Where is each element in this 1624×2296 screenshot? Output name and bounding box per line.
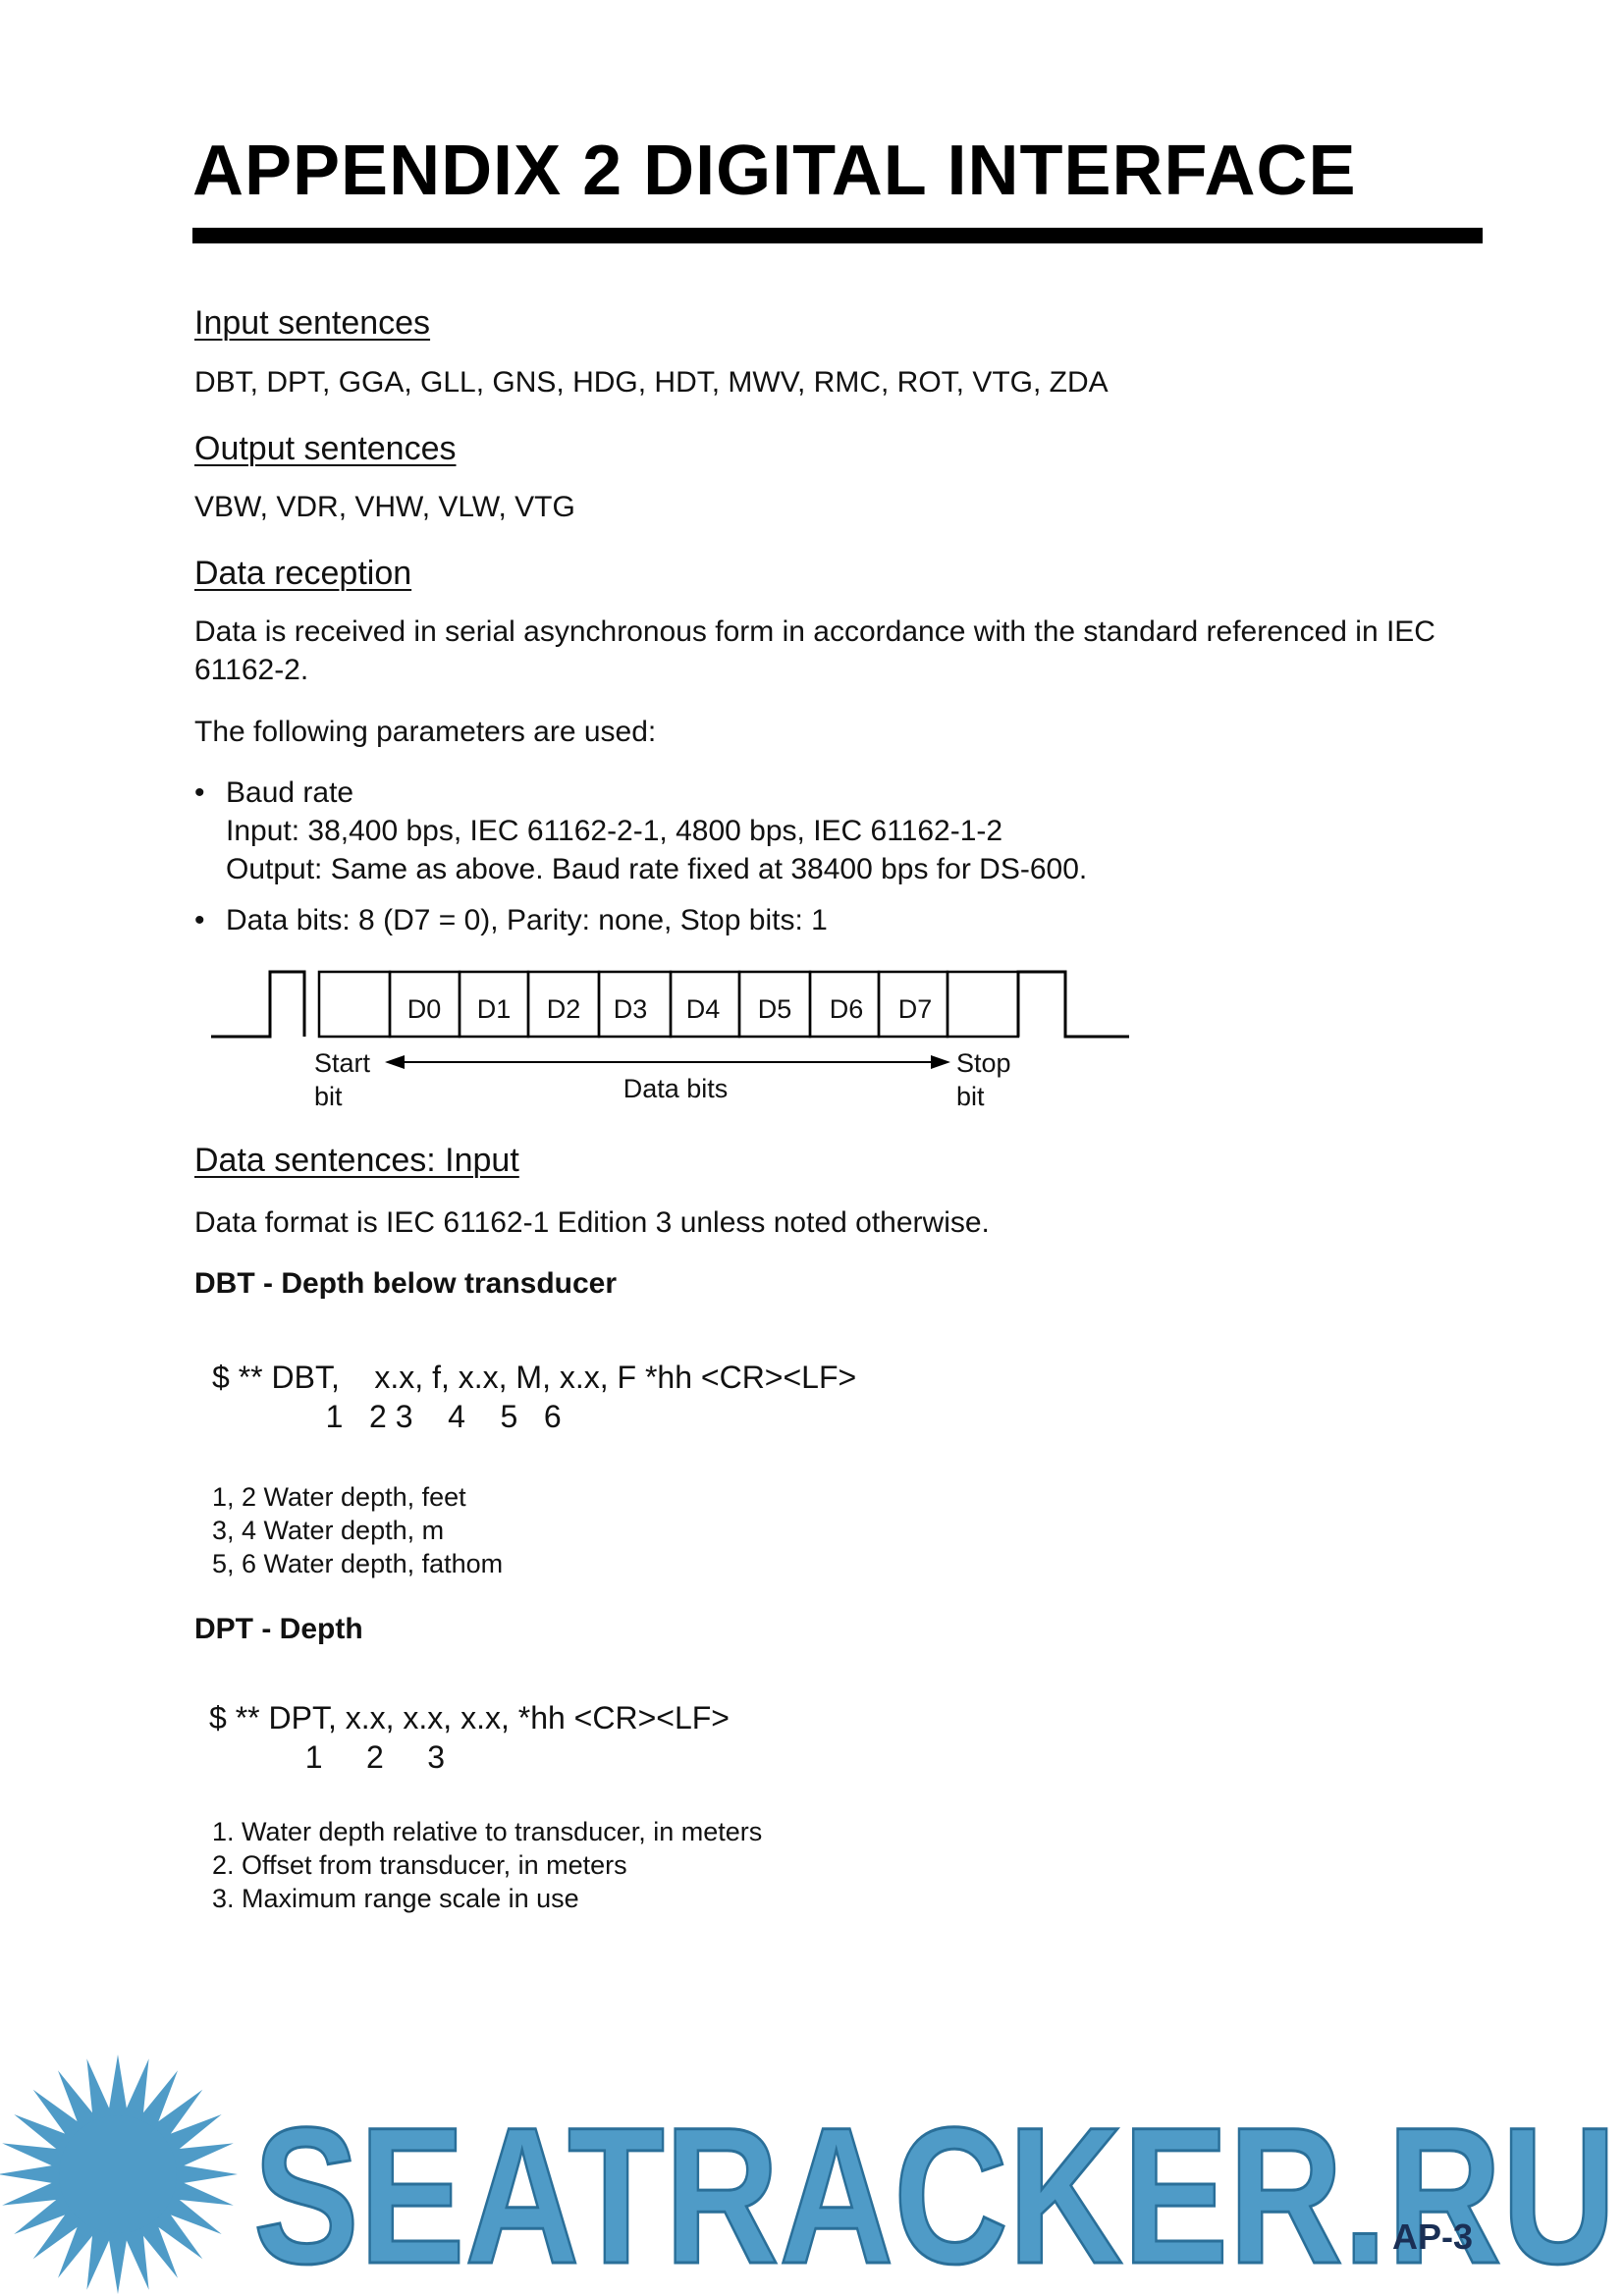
dpt-legend-item: 2. Offset from transducer, in meters — [212, 1850, 627, 1880]
dpt-title: DPT - Depth — [194, 1613, 363, 1645]
arrow-head-right-icon — [931, 1055, 950, 1069]
bit-label-d6: D6 — [829, 994, 864, 1024]
start-bit-label-1: Start — [314, 1048, 371, 1078]
output-sentences-heading: Output sentences — [194, 430, 457, 467]
bit-label-d7: D7 — [897, 994, 933, 1024]
dbt-legend-item: 5, 6 Water depth, fathom — [212, 1549, 504, 1578]
signal-waveform-stop — [1018, 972, 1129, 1037]
output-sentences-list: VBW, VDR, VHW, VLW, VTG — [194, 491, 575, 523]
watermark-text: SEATRACKER.RU — [253, 2087, 1616, 2296]
baud-rate-input: Input: 38,400 bps, IEC 61162-2-1, 4800 bps, IEC 61162-1-2 — [226, 815, 1003, 847]
input-sentences-heading: Input sentences — [194, 304, 431, 342]
data-format-note: Data format is IEC 61162-1 Edition 3 unless noted otherwise. — [194, 1206, 990, 1239]
title-rule — [192, 228, 1483, 243]
dbt-legend-item: 3, 4 Water depth, m — [212, 1516, 445, 1545]
bit-label-d5: D5 — [757, 994, 792, 1024]
bit-label-d2: D2 — [546, 994, 581, 1024]
bit-label-d4: D4 — [685, 994, 721, 1024]
seatracker-watermark — [0, 2052, 1624, 2296]
dpt-legend-item: 3. Maximum range scale in use — [212, 1884, 579, 1913]
baud-rate-title: Baud rate — [226, 776, 354, 809]
dpt-sentence: $ ** DPT, x.x, x.x, x.x, *hh <CR><LF> — [209, 1700, 730, 1735]
arrow-head-left-icon — [385, 1055, 405, 1069]
signal-waveform — [211, 972, 304, 1037]
start-bit-label-2: bit — [314, 1082, 343, 1111]
data-reception-paragraph-line2: 61162-2. — [194, 654, 309, 686]
data-reception-paragraph-line1: Data is received in serial asynchronous form in accordance with the standard referenced in IEC — [194, 615, 1435, 648]
dbt-sentence: $ ** DBT, x.x, f, x.x, M, x.x, F *hh <CR><LF> — [212, 1360, 857, 1395]
bit-label-d3: D3 — [613, 994, 648, 1024]
sun-logo-icon — [0, 2055, 238, 2294]
input-sentences-list: DBT, DPT, GGA, GLL, GNS, HDG, HDT, MWV, RMC, ROT, VTG, ZDA — [194, 366, 1109, 399]
serial-timing-diagram — [196, 957, 1139, 1114]
params-intro: The following parameters are used: — [194, 716, 657, 748]
dpt-legend-item: 1. Water depth relative to transducer, in meters — [212, 1817, 763, 1846]
baud-rate-output: Output: Same as above. Baud rate fixed at 38400 bps for DS-600. — [226, 853, 1088, 885]
dbt-legend-item: 1, 2 Water depth, feet — [212, 1482, 466, 1512]
dbt-title: DBT - Depth below transducer — [194, 1267, 618, 1300]
data-sentences-input-heading: Data sentences: Input — [194, 1142, 519, 1179]
dpt-field-numbers: 1 2 3 — [209, 1739, 446, 1775]
stop-bit-label-1: Stop — [956, 1048, 1011, 1078]
page-number: AP-3 — [1392, 2216, 1474, 2257]
bit-label-d0: D0 — [406, 994, 442, 1024]
dbt-field-numbers: 1 2 3 4 5 6 — [212, 1399, 562, 1434]
bullet-baud: • — [194, 776, 205, 809]
data-bits-line: Data bits: 8 (D7 = 0), Parity: none, Stop bits: 1 — [226, 904, 828, 936]
data-reception-heading: Data reception — [194, 555, 412, 592]
page-title: APPENDIX 2 DIGITAL INTERFACE — [192, 132, 1357, 210]
data-bits-label: Data bits — [623, 1074, 729, 1103]
bullet-data-bits: • — [194, 904, 205, 936]
bit-label-d1: D1 — [476, 994, 512, 1024]
stop-bit-label-2: bit — [956, 1082, 985, 1111]
